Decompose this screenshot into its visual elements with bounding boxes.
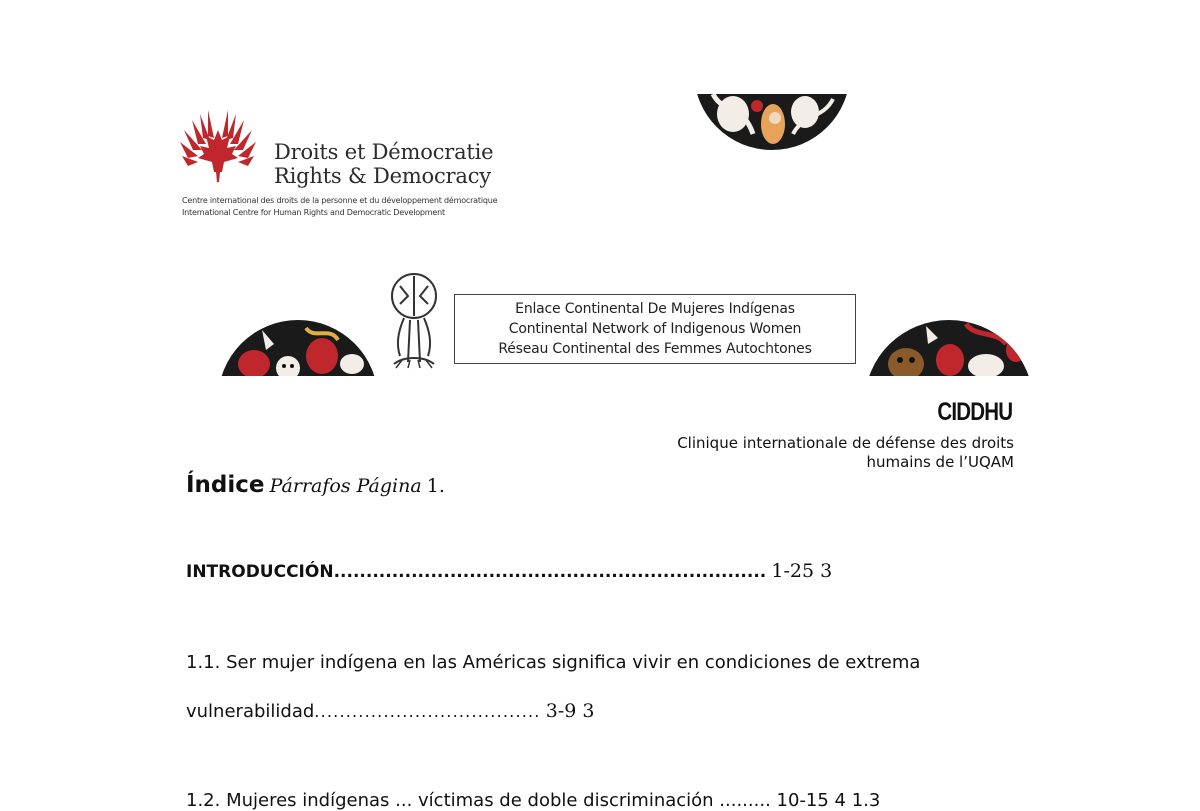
index-entry-introduccion[interactable] [186, 560, 832, 582]
index-column-number: 1. [426, 475, 445, 497]
network-emblem-icon [388, 272, 440, 372]
org-name-french: Droits et Démocratie [274, 140, 494, 164]
rights-democracy-logo [178, 102, 538, 224]
index-heading [186, 472, 445, 498]
entry-reference: 1-25 3 [771, 560, 833, 582]
ciddhu-subtitle-line1: Clinique internationale de défense des droits [677, 434, 1014, 452]
entry-leader-dots: ................................................................... [333, 562, 767, 582]
entry-leader-dots: .................................... [314, 702, 541, 721]
index-entry-1-1-line1[interactable]: 1.1. Ser mujer indígena en las Américas significa vivir en condiciones de extrema [186, 652, 921, 673]
decorative-artwork-right [866, 320, 1032, 376]
index-title: Índice [186, 472, 265, 498]
decorative-artwork-left [218, 320, 378, 376]
network-name-english: Continental Network of Indigenous Women [508, 321, 802, 337]
maple-leaf-wings-icon [178, 102, 258, 186]
ciddhu-title: CIDDHU [937, 398, 1012, 426]
org-subtitle-english: International Centre for Human Rights and Democratic Development [182, 208, 445, 217]
ciddhu-subtitle-line2: humains de l’UQAM [866, 453, 1014, 471]
org-name-english: Rights & Democracy [274, 164, 491, 188]
index-column-labels: Párrafos Página [269, 475, 422, 497]
org-subtitle-french: Centre international des droits de la personne et du développement démocratique [182, 196, 498, 205]
network-name-box [454, 294, 856, 364]
entry-reference: 3-9 3 [545, 700, 595, 722]
entry-text: vulnerabilidad [186, 701, 315, 722]
network-name-french: Réseau Continental des Femmes Autochtones [498, 341, 812, 357]
index-entry-1-1-line2[interactable] [186, 700, 594, 722]
decorative-artwork-top [693, 94, 851, 150]
entry-title: INTRODUCCIÓN [186, 562, 334, 582]
network-name-spanish: Enlace Continental De Mujeres Indígenas [515, 301, 795, 317]
index-entry-1-2[interactable]: 1.2. Mujeres indígenas ... víctimas de doble discriminación ......... 10-15 4 1.3 [186, 790, 881, 811]
